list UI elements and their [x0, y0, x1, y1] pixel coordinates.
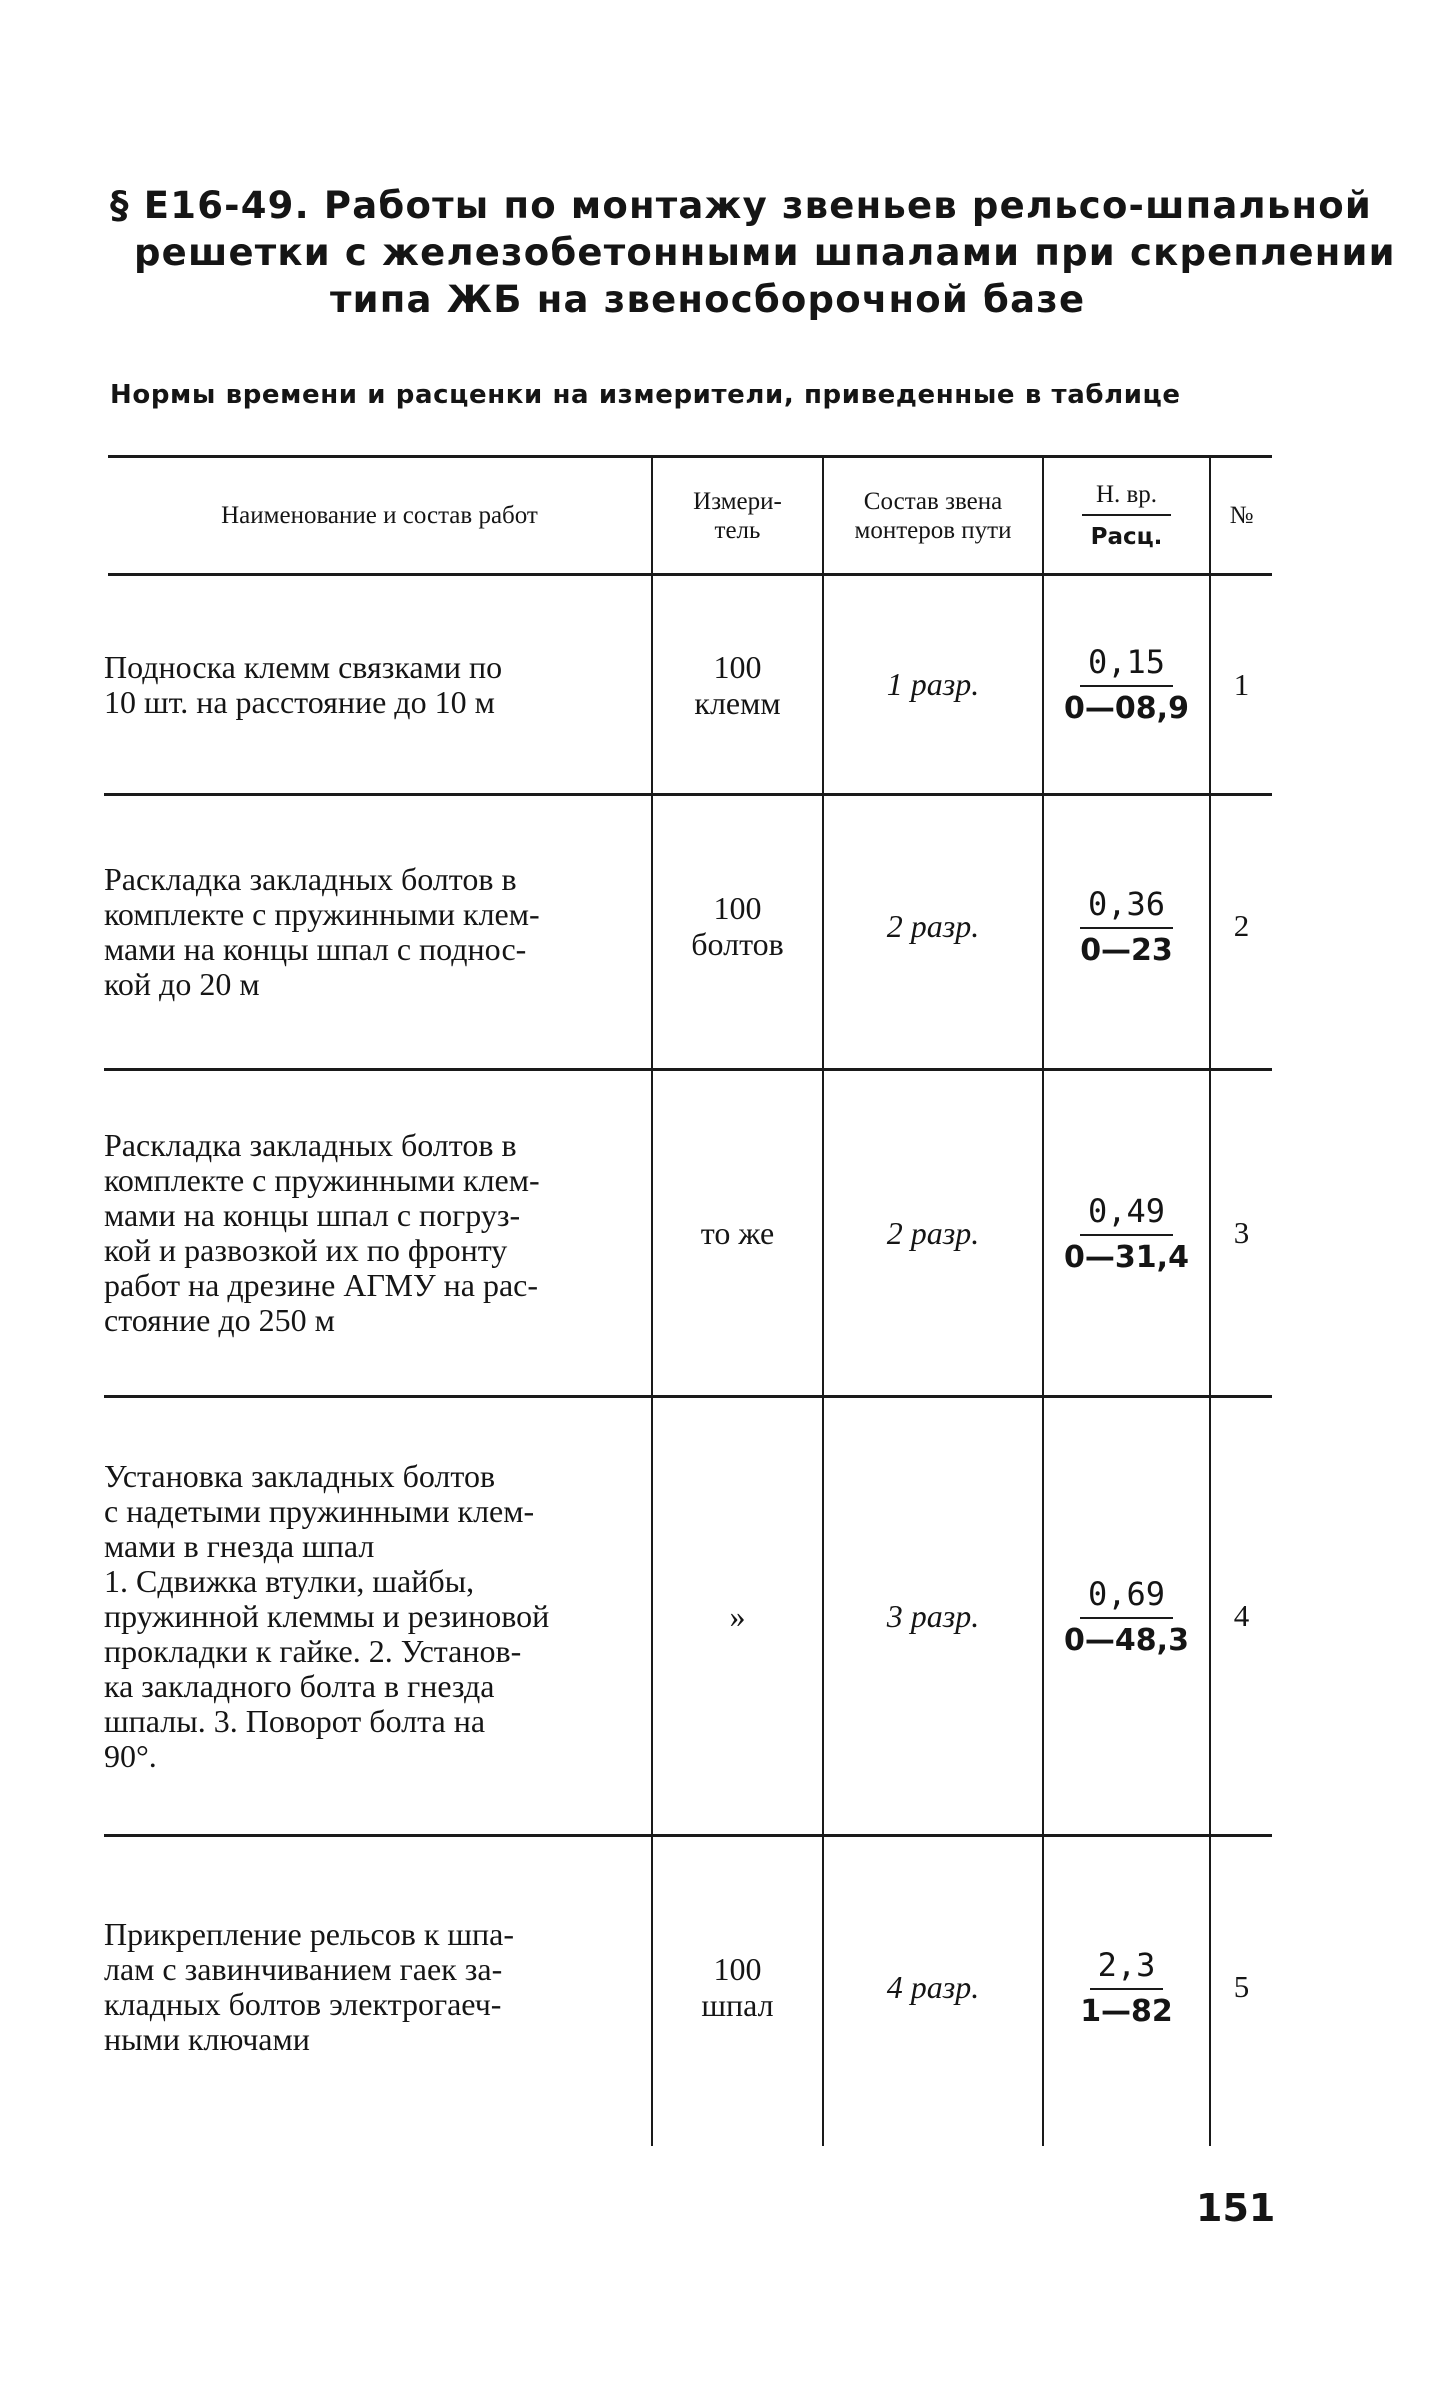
row-number: 2	[1233, 908, 1250, 943]
work-line: работ на дрезине АГМУ на рас-	[104, 1267, 539, 1303]
norm-rate-fraction	[1080, 1946, 1173, 2029]
crew-value: 2 разр.	[886, 1214, 980, 1251]
row-5-no	[1211, 1837, 1272, 2137]
section-title-line: решетки с железобетонными шпалами при скреплении	[134, 231, 1396, 274]
norm-value: 0,49	[1080, 1192, 1173, 1236]
work-line: с надетыми пружинными клем-	[104, 1492, 535, 1529]
rate-value: 1—82	[1080, 1993, 1173, 2029]
header-crew	[824, 458, 1042, 573]
norm-value: 2,3	[1090, 1946, 1164, 1990]
table-caption: Нормы времени и расценки на измерители, приведенные в таблице	[110, 380, 1181, 410]
page-number: 151	[1196, 2186, 1276, 2230]
work-line: ка закладного болта в гнезда	[104, 1667, 495, 1704]
crew-value: 3 разр.	[886, 1597, 980, 1634]
row-2-work	[104, 796, 630, 1068]
header-no	[1211, 458, 1272, 573]
norm-rate-fraction	[1064, 1192, 1189, 1275]
rate-value: 0—08,9	[1064, 691, 1189, 726]
header-no-label: №	[1229, 502, 1254, 529]
row-5-norm-rate	[1044, 1837, 1209, 2137]
work-line: мами на концы шпал с поднос-	[104, 931, 527, 967]
row-4-crew	[824, 1398, 1042, 1834]
row-1-crew	[824, 576, 1042, 793]
row-4-no	[1211, 1398, 1272, 1834]
row-4-work	[104, 1398, 630, 1834]
row-number: 1	[1233, 666, 1250, 702]
work-line: 1. Сдвижка втулки, шайбы,	[104, 1562, 475, 1599]
work-line: мами на концы шпал с погруз-	[104, 1197, 521, 1233]
work-line: Раскладка закладных болтов в	[104, 1127, 517, 1163]
row-3-work	[104, 1071, 630, 1395]
work-line: ными ключами	[104, 2021, 310, 2057]
unit-value: 100 шпал	[701, 1951, 774, 2023]
work-line: кладных болтов электрогаеч-	[104, 1986, 502, 2022]
unit-value: то же	[700, 1215, 775, 1251]
row-5-crew	[824, 1837, 1042, 2137]
crew-value: 2 разр.	[886, 907, 980, 944]
row-2-norm-rate	[1044, 796, 1209, 1056]
unit-value: 100 болтов	[691, 890, 784, 962]
header-rate-label: Расц.	[1090, 524, 1163, 550]
work-line: 10 шт. на расстояние до 10 м	[104, 683, 495, 720]
row-3-unit	[653, 1071, 822, 1395]
work-line: Подноска клемм связками по	[104, 648, 503, 685]
rate-value: 0—31,4	[1064, 1239, 1189, 1275]
work-line: шпалы. 3. Поворот болта на	[104, 1702, 486, 1739]
unit-value: 100 клемм	[694, 648, 781, 721]
row-1-work	[104, 576, 630, 793]
row-number: 3	[1233, 1215, 1250, 1250]
header-unit-label: Измери- тель	[693, 487, 782, 544]
header-crew-label: Состав звена монтеров пути	[854, 487, 1012, 544]
crew-value: 1 разр.	[886, 666, 980, 702]
header-unit	[653, 458, 822, 573]
work-line: кой до 20 м	[104, 966, 260, 1002]
norm-value: 0,69	[1080, 1575, 1173, 1619]
work-line: стояние до 250 м	[104, 1302, 335, 1338]
work-line: Установка закладных болтов	[104, 1457, 496, 1494]
norm-rate-fraction	[1064, 1575, 1189, 1658]
row-2-unit	[653, 796, 822, 1056]
norm-rate-fraction	[1080, 885, 1173, 968]
work-line: пружинной клеммы и резиновой	[104, 1597, 550, 1634]
rate-value: 0—23	[1080, 932, 1173, 968]
work-line: лам с завинчиванием гаек за-	[104, 1951, 503, 1987]
row-1-no	[1211, 576, 1272, 793]
row-3-no	[1211, 1071, 1272, 1395]
work-line: мами в гнезда шпал	[104, 1527, 375, 1564]
norm-value: 0,15	[1080, 643, 1173, 687]
work-line: кой и развозкой их по фронту	[104, 1232, 508, 1268]
section-title-line: типа ЖБ на звеносборочной базе	[330, 278, 1086, 321]
row-2-crew	[824, 796, 1042, 1056]
header-norm-rate	[1044, 458, 1209, 573]
row-1-norm-rate	[1044, 576, 1209, 793]
row-5-unit	[653, 1837, 822, 2137]
header-work-label: Наименование и состав работ	[221, 502, 538, 529]
work-line: 90°.	[104, 1737, 157, 1774]
row-4-unit	[653, 1398, 822, 1834]
work-line: Прикрепление рельсов к шпа-	[104, 1916, 514, 1952]
row-3-crew	[824, 1071, 1042, 1395]
section-title	[110, 182, 1396, 323]
row-2-no	[1211, 796, 1272, 1056]
section-title-line: § Е16-49. Работы по монтажу звеньев рельсо-шпальной	[110, 184, 1372, 227]
row-4-norm-rate	[1044, 1398, 1209, 1834]
unit-value: »	[729, 1598, 746, 1634]
norm-rate-fraction	[1064, 643, 1189, 726]
row-1-unit	[653, 576, 822, 793]
norm-value: 0,36	[1080, 885, 1173, 929]
row-5-work	[104, 1837, 630, 2137]
header-norm-fraction	[1082, 481, 1171, 550]
work-line: прокладки к гайке. 2. Установ-	[104, 1632, 522, 1669]
work-line: Раскладка закладных болтов в	[104, 861, 517, 897]
row-number: 5	[1233, 1969, 1250, 2004]
row-3-norm-rate	[1044, 1071, 1209, 1395]
rate-value: 0—48,3	[1064, 1622, 1189, 1658]
crew-value: 4 разр.	[886, 1968, 980, 2005]
header-norm-label: Н. вр.	[1082, 481, 1171, 516]
header-work	[108, 458, 651, 573]
work-line: комплекте с пружинными клем-	[104, 896, 540, 932]
row-number: 4	[1233, 1598, 1250, 1633]
work-line: комплекте с пружинными клем-	[104, 1162, 540, 1198]
